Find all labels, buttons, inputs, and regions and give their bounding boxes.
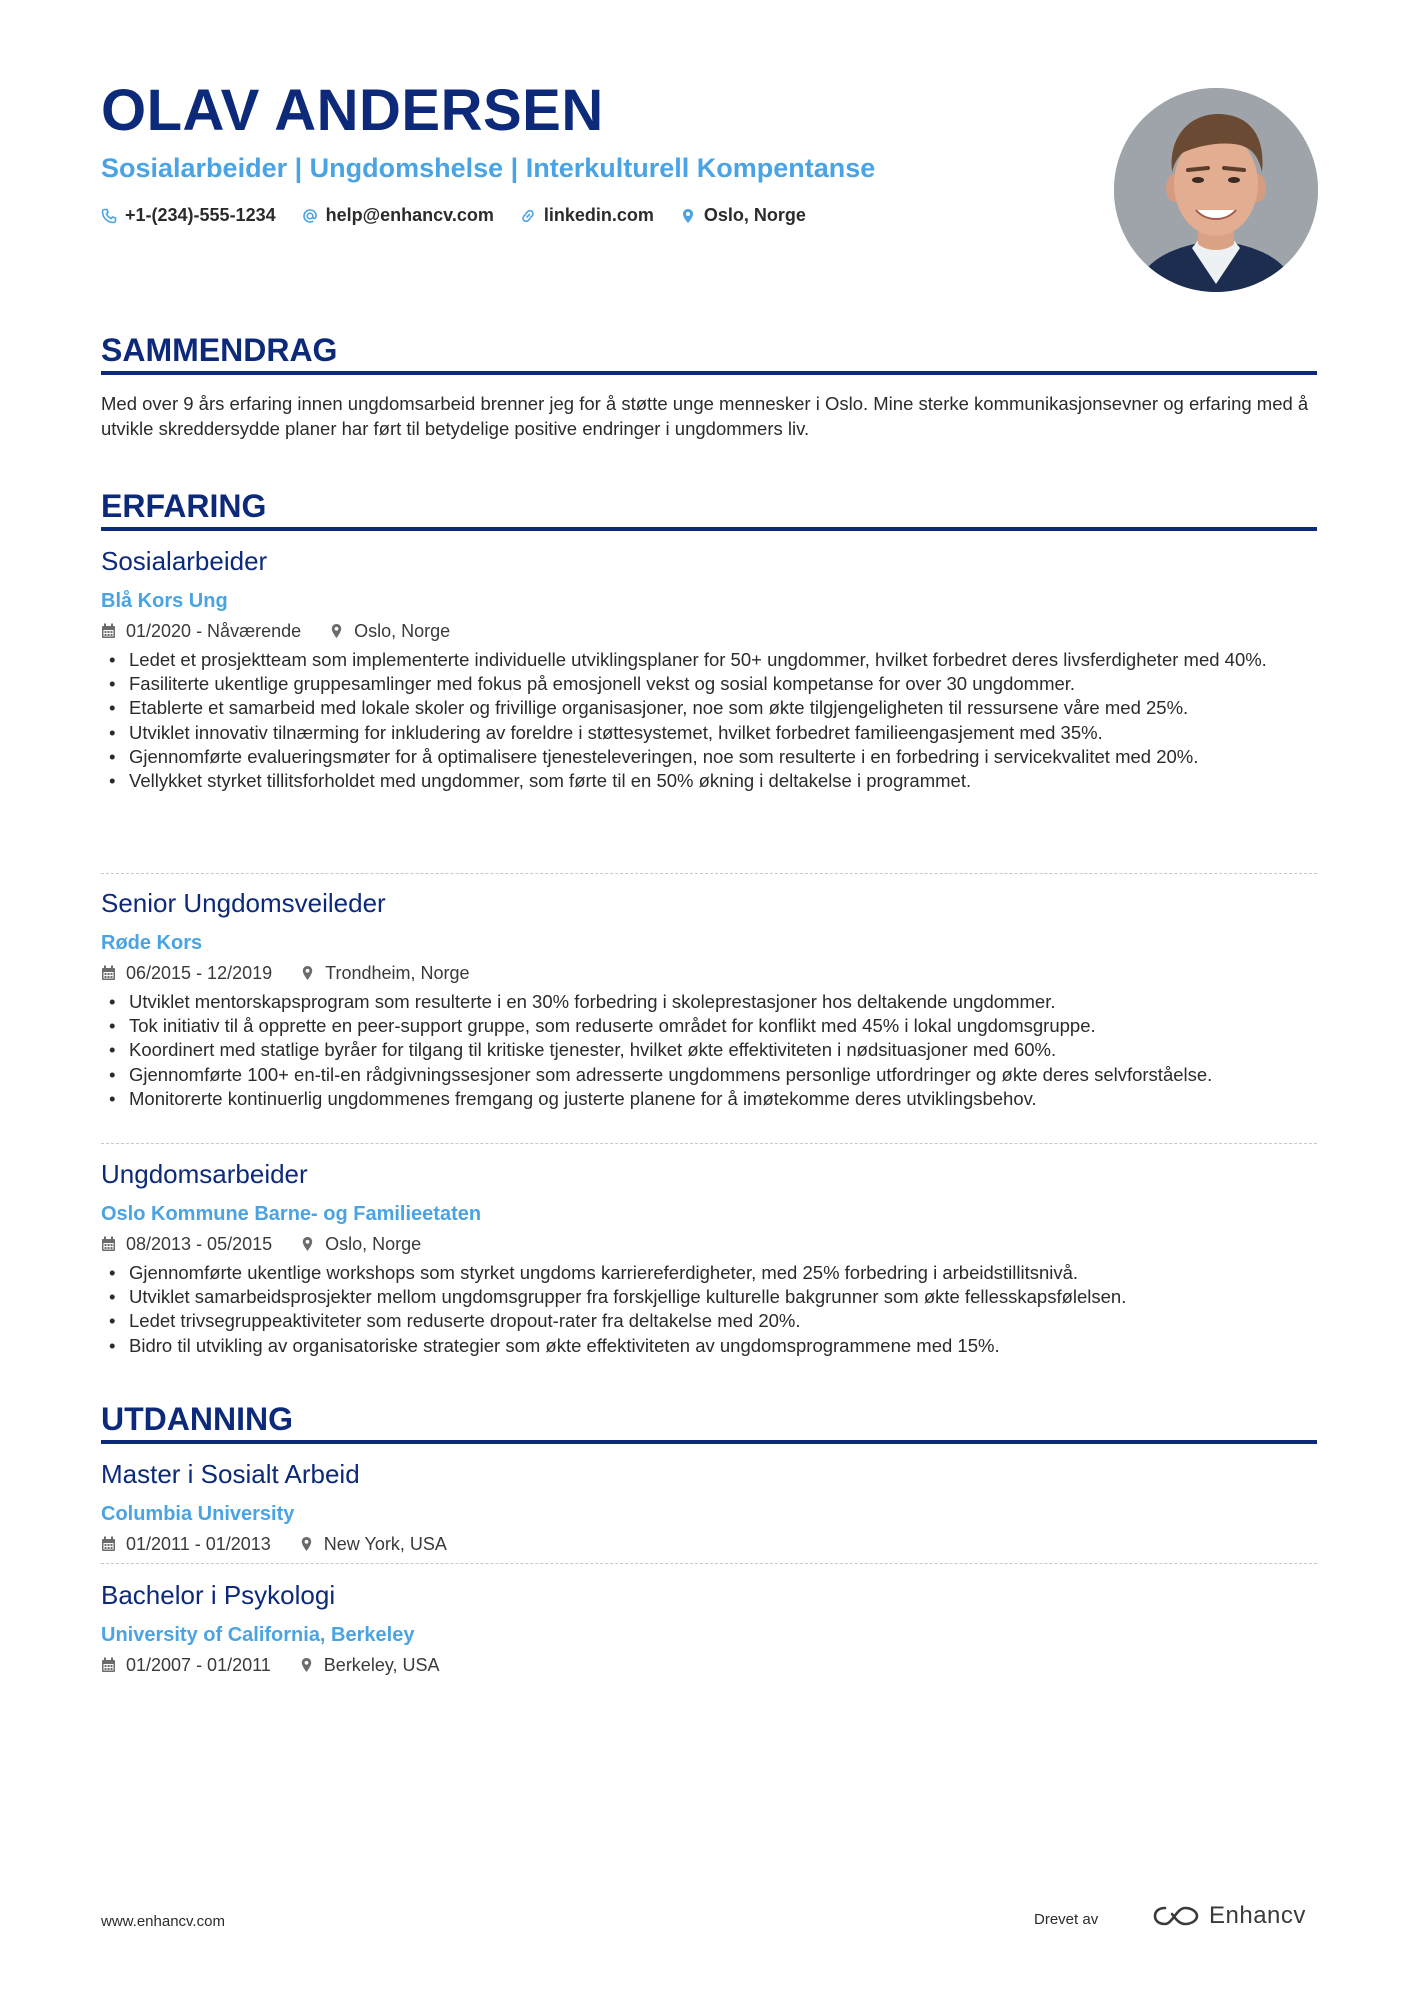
job-title: Senior Ungdomsveileder — [101, 888, 386, 918]
achievement-item: • Utviklet samarbeidsprosjekter mellom ungdomsgrupper fra forskjellige kulturelle bakgrunner som økte fellesskapsfølelsen. — [101, 1285, 1317, 1309]
school-location — [299, 1656, 440, 1674]
date-range — [101, 964, 272, 982]
degree-title: Master i Sosialt Arbeid — [101, 1459, 360, 1489]
map-pin-icon — [299, 1536, 314, 1552]
entry-separator — [101, 873, 1317, 874]
achievement-item: • Tok initiativ til å opprette en peer-support gruppe, som reduserte området for konflikt med 45% i lokal ungdomsgruppe. — [101, 1014, 1317, 1038]
enhancv-logo[interactable] — [1153, 1902, 1306, 1930]
contact-phone[interactable] — [101, 205, 276, 226]
calendar-icon — [101, 1657, 116, 1673]
school-name: University of California, Berkeley — [101, 1624, 415, 1646]
experience-heading: ERFARING — [101, 488, 267, 524]
achievement-item: • Utviklet innovativ tilnærming for inkludering av foreldre i støttesystemet, hvilket forbedret familieengasjement med 35%. — [101, 721, 1317, 745]
footer-powered-by: Drevet av — [1034, 1911, 1099, 1928]
at-icon — [302, 208, 318, 224]
map-pin-icon — [300, 1236, 315, 1252]
education-heading: UTDANNING — [101, 1401, 293, 1437]
achievement-item: • Etablerte et samarbeid med lokale skoler og frivillige organisasjoner, noe som økte tilgjengeligheten til ressursene våre med 25%. — [101, 696, 1317, 720]
education-meta — [101, 1656, 1317, 1674]
map-pin-icon — [300, 965, 315, 981]
achievement-item: • Koordinert med statlige byråer for tilgang til kritiske tjenester, hvilket økte effektiviteten i nødsituasjoner med 60%. — [101, 1038, 1317, 1062]
company-name: Oslo Kommune Barne- og Familieetaten — [101, 1203, 482, 1225]
location-text: Oslo, Norge — [354, 621, 451, 641]
job-meta — [101, 622, 1317, 640]
achievement-list — [101, 990, 1317, 1111]
job-title: Sosialarbeider — [101, 546, 268, 576]
footer-website-link[interactable]: www.enhancv.com — [101, 1913, 225, 1930]
date-text: 08/2013 - 05/2015 — [126, 1234, 273, 1254]
school-location — [299, 1535, 447, 1553]
job-meta — [101, 1235, 1317, 1253]
achievement-item: • Vellykket styrket tillitsforholdet med ungdommer, som førte til en 50% økning i deltakelse i programmet. — [101, 769, 1317, 793]
achievement-item: • Gjennomførte 100+ en-til-en rådgivningssesjoner som adresserte ungdommens personlige utfordringer og økte deres selvforståelse. — [101, 1063, 1317, 1087]
phone-icon — [101, 208, 117, 224]
location-text: Oslo, Norge — [325, 1234, 422, 1254]
experience-entry — [101, 890, 1317, 1111]
entry-separator — [101, 1143, 1317, 1144]
achievement-item: • Utviklet mentorskapsprogram som resulterte i en 30% forbedring i skoleprestasjoner hos deltakende ungdommer. — [101, 990, 1317, 1014]
avatar-portrait — [1114, 88, 1318, 292]
entry-separator — [101, 1563, 1317, 1564]
experience-entry — [101, 1161, 1317, 1358]
education-entry — [101, 1461, 1317, 1553]
job-location — [300, 1235, 421, 1253]
job-title: Ungdomsarbeider — [101, 1159, 308, 1189]
date-text: 01/2007 - 01/2011 — [126, 1655, 271, 1675]
summary-text: Med over 9 års erfaring innen ungdomsarbeid brenner jeg for å støtte unge mennesker i Oslo. Mine sterke kommunikasjonsevner og erfaring med å utvikle skreddersydde planer har ført til betydelige positive endringer i ungdommers liv. — [101, 393, 1309, 439]
date-text: 01/2011 - 01/2013 — [126, 1534, 271, 1554]
date-range — [101, 1535, 271, 1553]
calendar-icon — [101, 1236, 116, 1252]
date-range — [101, 1235, 272, 1253]
location-text: Trondheim, Norge — [325, 963, 470, 983]
date-range — [101, 1656, 271, 1674]
date-text: 06/2015 - 12/2019 — [126, 963, 273, 983]
achievement-list — [101, 648, 1317, 793]
education-divider — [101, 1440, 1317, 1444]
date-range — [101, 622, 301, 640]
location-text: Berkeley, USA — [323, 1655, 440, 1675]
job-location — [300, 964, 469, 982]
email-text: help@enhancv.com — [325, 205, 494, 225]
contact-location — [680, 205, 806, 226]
summary-heading: SAMMENDRAG — [101, 332, 338, 368]
phone-text: +1-(234)-555-1234 — [125, 205, 276, 225]
achievement-item: • Fasiliterte ukentlige gruppesamlinger med fokus på emosjonell vekst og sosial kompetanse for over 30 ungdommer. — [101, 672, 1317, 696]
achievement-item: • Monitorerte kontinuerlig ungdommenes fremgang og justerte planene for å imøtekomme deres utviklingsbehov. — [101, 1087, 1317, 1111]
location-text: New York, USA — [323, 1534, 447, 1554]
achievement-item: • Ledet trivsegruppeaktiviteter som reduserte dropout-rater fra deltakelse med 20%. — [101, 1309, 1317, 1333]
degree-title: Bachelor i Psykologi — [101, 1580, 336, 1610]
map-pin-icon — [680, 208, 696, 224]
calendar-icon — [101, 623, 116, 639]
school-name: Columbia University — [101, 1503, 295, 1525]
company-name: Røde Kors — [101, 932, 203, 954]
calendar-icon — [101, 1536, 116, 1552]
map-pin-icon — [299, 1657, 314, 1673]
contact-bar — [101, 205, 806, 226]
company-name: Blå Kors Ung — [101, 590, 228, 612]
achievement-item: • Gjennomførte evalueringsmøter for å optimalisere tjenesteleveringen, noe som resulterte i en forbedring i servicekvalitet med 20%. — [101, 745, 1317, 769]
education-meta — [101, 1535, 1317, 1553]
link-icon — [520, 208, 536, 224]
calendar-icon — [101, 965, 116, 981]
achievement-list — [101, 1261, 1317, 1358]
linkedin-text: linkedin.com — [543, 205, 654, 225]
contact-email[interactable] — [302, 205, 494, 226]
summary-divider — [101, 371, 1317, 375]
job-meta — [101, 964, 1317, 982]
location-text: Oslo, Norge — [703, 205, 806, 225]
infinity-logo-icon — [1153, 1904, 1199, 1928]
education-entry — [101, 1582, 1317, 1674]
experience-entry — [101, 548, 1317, 793]
job-location — [329, 622, 450, 640]
candidate-headline: Sosialarbeider | Ungdomshelse | Interkulturell Kompentanse — [101, 153, 876, 183]
candidate-name: OLAV ANDERSEN — [101, 78, 604, 143]
achievement-item: • Bidro til utvikling av organisatoriske strategier som økte effektiviteten av ungdomsprogrammene med 15%. — [101, 1334, 1317, 1358]
achievement-item: • Gjennomførte ukentlige workshops som styrket ungdoms karriereferdigheter, med 25% forbedring i arbeidstillitsnivå. — [101, 1261, 1317, 1285]
experience-divider — [101, 527, 1317, 531]
brand-name: Enhancv — [1209, 1902, 1306, 1929]
date-text: 01/2020 - Nåværende — [126, 621, 302, 641]
contact-linkedin[interactable] — [520, 205, 654, 226]
profile-photo — [1114, 88, 1318, 292]
achievement-item: • Ledet et prosjektteam som implementerte individuelle utviklingsplaner for 50+ ungdommer, hvilket forbedret deres livsferdigheter med 40%. — [101, 648, 1317, 672]
map-pin-icon — [329, 623, 344, 639]
